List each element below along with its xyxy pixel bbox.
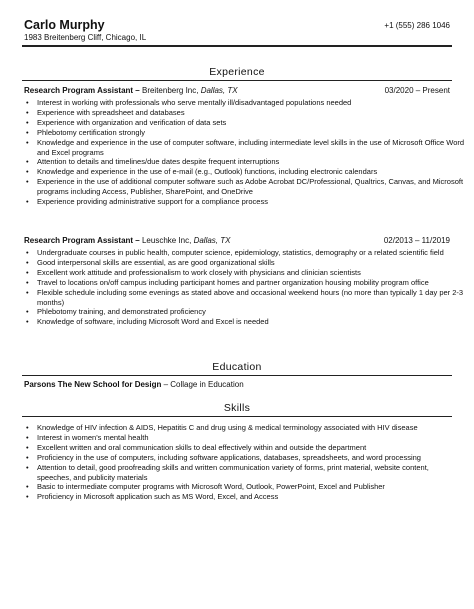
job-location: Dallas, TX: [193, 236, 231, 245]
list-item: • Proficiency in Microsoft application such as MS Word, Excel, and Access: [37, 492, 465, 502]
job-company: Breitenberg Inc,: [141, 86, 201, 95]
candidate-address: 1983 Breitenberg Cliff, Chicago, IL: [24, 33, 147, 42]
list-item: • Phlebotomy training, and demonstrated proficiency: [37, 307, 465, 317]
list-item: • Interest in working with professionals who serve mentally ill/disadvantaged populations needed: [37, 98, 465, 108]
candidate-phone: +1 (555) 286 1046: [384, 21, 450, 30]
list-item: • Experience with spreadsheet and databases: [37, 108, 465, 118]
list-item: • Excellent written and oral communication skills to deal effectively within and outside the department: [37, 443, 465, 453]
list-item: • Undergraduate courses in public health, computer science, epidemiology, statistics, demography or a related scientific field: [37, 248, 465, 258]
list-item: • Attention to detail, good proofreading skills and written communication variety of forms, print material, website content, speeches, and publicity materials: [37, 463, 465, 483]
education-divider: [22, 375, 452, 376]
school-name: Parsons The New School for Design: [24, 380, 162, 389]
job-header-2: [24, 236, 450, 247]
job-dates: 03/2020 – Present: [384, 86, 450, 95]
job-dates: 02/2013 – 11/2019: [383, 236, 450, 245]
list-item: • Attention to details and timelines/due dates despite frequent interruptions: [37, 157, 465, 167]
education-entry: [24, 380, 244, 389]
list-item: • Interest in women's mental health: [37, 433, 465, 443]
experience-heading: Experience: [209, 66, 265, 78]
list-item: • Travel to locations on/off campus including participant homes and partner organization housing mobility program office: [37, 278, 465, 288]
list-item: • Proficiency in the use of computers, including software applications, databases, spreadsheets, and word processing: [37, 453, 465, 463]
job-2-bullets: [24, 248, 465, 327]
list-item: • Experience with organization and verification of data sets: [37, 118, 465, 128]
job-1-bullets: [24, 98, 465, 207]
skills-heading: Skills: [223, 402, 251, 414]
list-item: • Flexible schedule including some evenings as stated above and occasional weekend hours (no more than typically 1 day per 2-3 months): [37, 288, 465, 308]
list-item: • Knowledge of HIV infection & AIDS, Hepatitis C and drug using & medical terminology associated with HIV disease: [37, 423, 465, 433]
list-item: • Basic to intermediate computer programs with Microsoft Word, Outlook, PowerPoint, Excel and Publisher: [37, 482, 465, 492]
job-header-1: [24, 86, 450, 97]
list-item: • Knowledge and experience in the use of computer software, including intermediate level skills in the use of Microsoft Office Word and Excel programs: [37, 138, 465, 158]
education-heading: Education: [212, 361, 262, 373]
job-location: Dallas, TX: [200, 86, 238, 95]
job-company: Leuschke Inc,: [141, 236, 194, 245]
experience-divider: [22, 80, 452, 81]
job-role: Research Program Assistant –: [24, 86, 142, 95]
list-item: • Good interpersonal skills are essential, as are good organizational skills: [37, 258, 465, 268]
list-item: • Experience providing administrative support for a compliance process: [37, 197, 465, 207]
list-item: • Phlebotomy certification strongly: [37, 128, 465, 138]
list-item: • Knowledge and experience in the use of e-mail (e.g., Outlook) functions, including electronic calendars: [37, 167, 465, 177]
skills-bullets: [24, 423, 465, 502]
header-divider: [22, 45, 452, 47]
list-item: • Excellent work attitude and professionalism to work closely with physicians and clinician scientists: [37, 268, 465, 278]
list-item: • Knowledge of software, including Microsoft Word and Excel is needed: [37, 317, 465, 327]
list-item: • Experience in the use of additional computer software such as Adobe Acrobat DC/Professional, Qualtrics, Canvas, and Microsoft programs including Access, Publisher, SharePoint, and OneDrive: [37, 177, 465, 197]
skills-divider: [22, 416, 452, 417]
job-role: Research Program Assistant –: [24, 236, 142, 245]
candidate-name: Carlo Murphy: [24, 18, 105, 32]
degree: – Collage in Education: [161, 380, 244, 389]
